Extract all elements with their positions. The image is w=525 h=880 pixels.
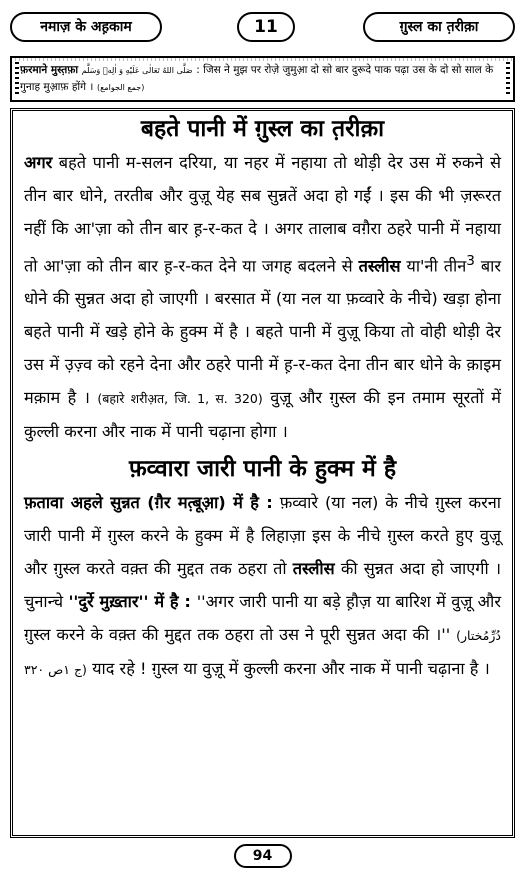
term-tasleeS: तस्लीस <box>358 256 401 276</box>
banner-source: (جمع الجوامع) <box>97 83 145 92</box>
banner-dots-right <box>506 62 510 96</box>
text-run: में है : <box>148 592 197 612</box>
source-fatawa: फ़तावा अहले सुन्नत (ग़ैर मत़्बूआ़) में है : <box>24 493 273 513</box>
text-run: बार धोने की सुन्नत अदा हो जाएगी । बरसात में (या नल या फ़व्वारे के नीचे) खड़ा होना बहते पानी में खड़े होने के हुक्म में है । बहते पानी में वुज़ू किया तो वोही थोड़ी देर उस में उ़ज़्व को रहने देना और ठहरे पानी में ह़-र-कत देना तीन बार धोने के क़ाइम मक़ाम है । <box>24 256 501 408</box>
banner-text: : जिस ने मुझ पर रोज़े जुमुआ़ दो सो बार दुरूदे पाक पढ़ा उस के दो सो साल के गुनाह मुआ़फ़ होंगे । <box>20 64 494 93</box>
source-durr-e-mukhtar: ''दुर्रे मुख़्तार'' <box>68 592 149 612</box>
page-body <box>24 112 501 686</box>
text-run: याद रहे ! ग़ुस्ल या वुज़ू में कुल्ली करना और नाक में पानी चढ़ाना है । <box>86 659 490 679</box>
quoted-ruling: ''अगर जारी पानी या बड़े ह़ौज़ या बारिश में वुज़ू और ग़ुस्ल करने के वक़्त की मुद्दत तक ठहरा तो उस ने पूरी सुन्नत अदा की ।'' <box>24 592 501 645</box>
text-run: या'नी तीन <box>400 256 467 276</box>
banner-label: फ़रमाने मुस्त़फ़ा <box>20 64 79 76</box>
text-run: की सुन्नत अदा हो जाएगी । चुनान्चे <box>24 559 501 612</box>
banner-dots-left <box>15 62 19 96</box>
text-run: वुज़ू और ग़ुस्ल की इन तमाम सूरतों में कुल्ली करना और नाक में पानी चढ़ाना होगा । <box>24 388 501 442</box>
section-heading-fountain: फ़व्वारा जारी पानी के हुक्म में है <box>128 456 397 483</box>
hadith-banner <box>10 56 515 102</box>
arabic-reference: (دُرِّمُختار ج ۱ص ۳۲۰) <box>24 628 501 678</box>
paragraph-flowing-water <box>24 146 501 448</box>
footnote-marker: 3 <box>466 253 475 269</box>
section-heading-flowing-water: बहते पानी में ग़ुस्ल का त़रीक़ा <box>140 116 385 142</box>
text-run: फ़व्वारे (या नल) के नीचे ग़ुस्ल करना जारी पानी में ग़ुस्ल करने के हुक्म में है लिहाज़ा इस के नीचे ग़ुस्ल करते हुए वुज़ू और ग़ुस्ल करते वक़्त की मुद्दत तक ठहरा तो <box>24 493 501 579</box>
text-run: बहते पानी म-सलन दरिया, या नहर में नहाया तो थोड़ी देर उस में रुकने से तीन बार धोने, तरतीब और वुज़ू येह सब सुन्नतें अदा हो गईं । इस की भी ज़रूरत नहीं कि आ'ज़ा को तीन बार ह़-र-कत दे । अगर तालाब वग़ैरा ठहरे पानी में नहाया तो आ'ज़ा को तीन बार ह़-र-कत देने या जगह बदलने से <box>24 153 501 276</box>
page-footer <box>0 844 525 868</box>
page-number: 94 <box>234 844 292 868</box>
book-title-tag: नमाज़ के अह़काम <box>10 12 162 42</box>
term-tasleeS: तस्लीस <box>292 559 335 579</box>
reference-citation: (बहारे शरीअ़त, जि. 1, स. 320) <box>97 391 263 407</box>
chapter-title-tag: ग़ुस्ल का त़रीक़ा <box>363 12 515 42</box>
banner-honorific: صَلَّى اللهُ تَعَالٰى عَلَيْهِ وَ اٰلِهٖ وَسَلَّم <box>81 66 193 75</box>
chapter-page-number: 11 <box>237 12 295 42</box>
lead-word: अगर <box>24 153 53 172</box>
paragraph-fountain <box>24 486 501 686</box>
page-header <box>10 8 515 48</box>
